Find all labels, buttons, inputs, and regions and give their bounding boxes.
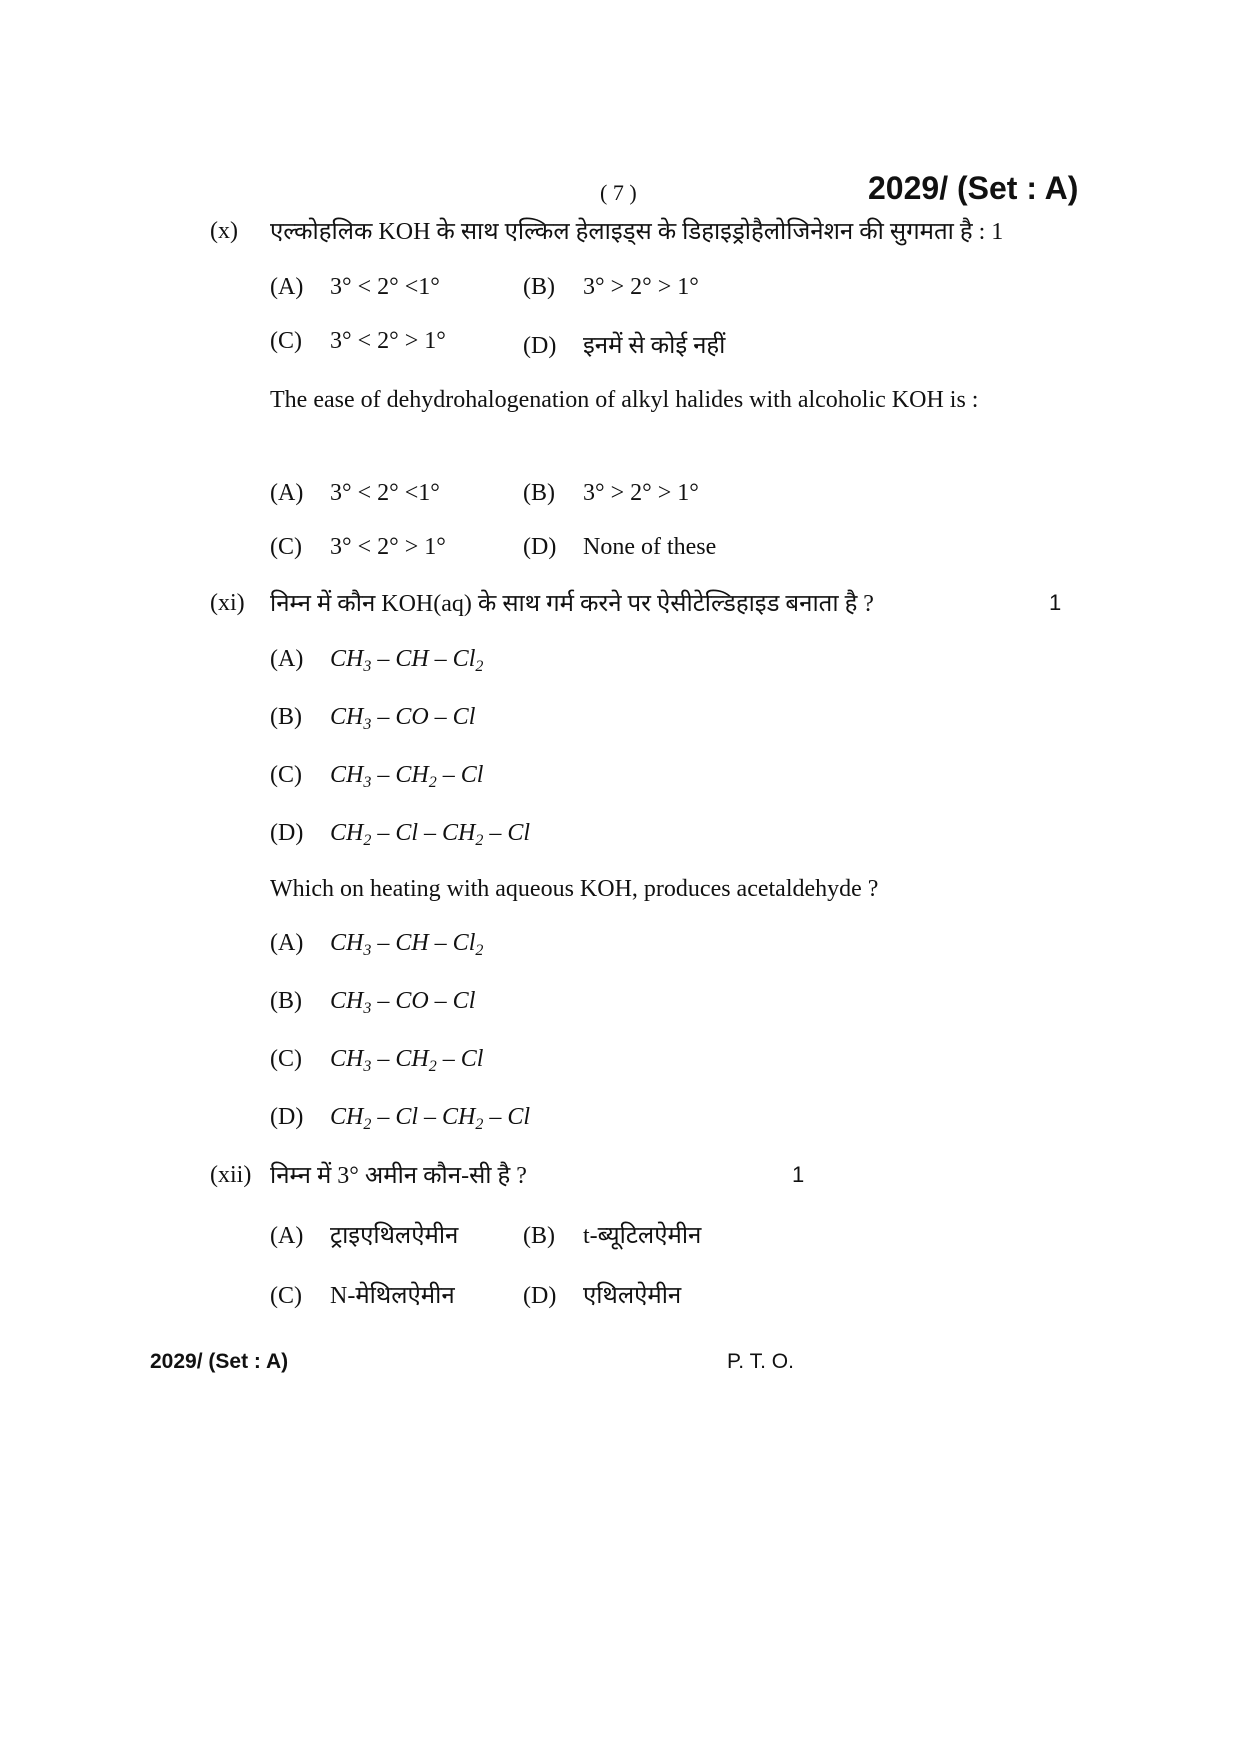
question-text-hindi: एल्कोहलिक KOH के साथ एल्किल हेलाइड्स के डिहाइड्रोहैलोजिनेशन की सुगमता है : 1 xyxy=(270,219,1004,245)
option-text: 3° > 2° > 1° xyxy=(583,480,699,506)
option xyxy=(523,274,699,301)
option xyxy=(270,534,446,561)
option xyxy=(270,762,483,792)
option xyxy=(270,1278,455,1311)
question-text-hindi: निम्न में 3° अमीन कौन-सी है ? xyxy=(270,1163,527,1189)
marks: 1 xyxy=(1049,590,1062,615)
option-label: (C) xyxy=(270,1283,302,1309)
formula: $CH_2$ – Cl – $CH_2$ – Cl xyxy=(330,820,531,849)
question-text-hindi: निम्न में कौन KOH(aq) के साथ गर्म करने पर ऐसीटेल्डिहाइड बनाता है ? xyxy=(270,591,874,617)
option-text: 3° > 2° > 1° xyxy=(583,274,699,300)
option-text: 3° < 2° <1° xyxy=(330,274,440,300)
question-number: (x) xyxy=(210,218,238,244)
option xyxy=(523,534,716,561)
paper-code-header: 2029/ (Set : A) xyxy=(868,170,1079,206)
option xyxy=(270,1104,530,1134)
formula: $CH_3$ – CH – $Cl_2$ xyxy=(330,930,484,959)
option-label: (C) xyxy=(270,328,302,354)
option-label: (A) xyxy=(270,480,304,506)
formula: $CH_3 - CH_2$ – Cl xyxy=(330,1046,484,1075)
formula: $CH_3$ – CO – Cl xyxy=(330,704,476,733)
option xyxy=(270,274,440,301)
option xyxy=(270,1046,483,1076)
option-label: (B) xyxy=(523,480,555,506)
option-label: (B) xyxy=(523,274,555,300)
option xyxy=(523,1278,681,1311)
option-label: (D) xyxy=(270,1104,304,1130)
option-label: (B) xyxy=(270,704,302,730)
option-text: ट्राइएथिलऐमीन xyxy=(330,1223,459,1249)
option-label: (A) xyxy=(270,646,304,672)
option-text: 3° < 2° > 1° xyxy=(330,328,446,354)
option-label: (D) xyxy=(270,820,304,846)
option xyxy=(270,988,475,1018)
option-label: (C) xyxy=(270,1046,302,1072)
question-text-english: Which on heating with aqueous KOH, produces acetaldehyde ? xyxy=(270,876,879,902)
option xyxy=(270,646,483,676)
option xyxy=(523,1218,701,1251)
option-label: (D) xyxy=(523,534,557,560)
formula: $CH_3 - CH_2$ – Cl xyxy=(330,762,484,791)
question-number: (xii) xyxy=(210,1162,252,1188)
option-label: (D) xyxy=(523,333,557,359)
option-label: (A) xyxy=(270,274,304,300)
formula: $CH_2$ – Cl – $CH_2$ – Cl xyxy=(330,1104,531,1133)
option xyxy=(270,704,475,734)
formula: $CH_3$ – CH – $Cl_2$ xyxy=(330,646,484,675)
option xyxy=(270,1218,458,1251)
option xyxy=(270,328,446,355)
option-text: t-ब्यूटिलऐमीन xyxy=(583,1223,702,1249)
option-text: एथिलऐमीन xyxy=(583,1283,682,1309)
pto-note: P. T. O. xyxy=(727,1350,794,1373)
option-label: (B) xyxy=(270,988,302,1014)
option-text: 3° < 2° > 1° xyxy=(330,534,446,560)
option-label: (A) xyxy=(270,1223,304,1249)
option-label: (C) xyxy=(270,534,302,560)
option xyxy=(523,480,699,507)
option xyxy=(523,328,725,361)
option xyxy=(270,930,483,960)
question-text-english: The ease of dehydrohalogenation of alkyl halides with alcoholic KOH is : xyxy=(270,387,979,413)
paper-code-footer: 2029/ (Set : A) xyxy=(150,1350,289,1373)
option xyxy=(270,820,530,850)
option-text: इनमें से कोई नहीं xyxy=(583,333,726,359)
option-text: None of these xyxy=(583,534,717,560)
option-text: 3° < 2° <1° xyxy=(330,480,440,506)
option-text: N-मेथिलऐमीन xyxy=(330,1283,455,1309)
page-number: ( 7 ) xyxy=(600,180,637,205)
option-label: (D) xyxy=(523,1283,557,1309)
question-number: (xi) xyxy=(210,590,245,616)
option-label: (A) xyxy=(270,930,304,956)
option-label: (C) xyxy=(270,762,302,788)
option xyxy=(270,480,440,507)
marks: 1 xyxy=(792,1162,805,1187)
option-label: (B) xyxy=(523,1223,555,1249)
formula: $CH_3$ – CO – Cl xyxy=(330,988,476,1017)
